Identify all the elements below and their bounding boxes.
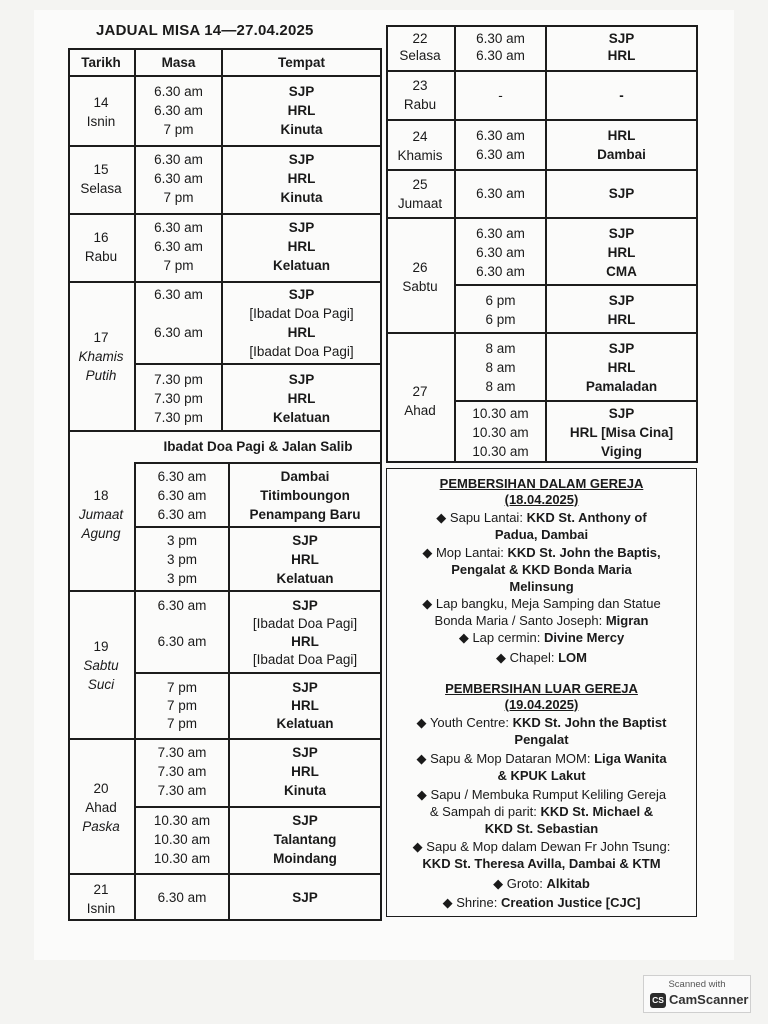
date-number: 22 — [412, 31, 428, 46]
cleaning-item: ◆ Chapel: LOM — [496, 650, 587, 665]
mass-time: 7 pm — [163, 258, 194, 273]
day-name: Isnin — [86, 901, 116, 916]
mass-place: Talantang — [273, 832, 337, 847]
header-tarikh: Tarikh — [81, 55, 121, 70]
day-name: Jumaat — [78, 507, 124, 522]
outside-cleaning-date: (19.04.2025) — [504, 697, 579, 712]
mass-time: - — [498, 88, 503, 103]
mass-time: 6.30 am — [157, 488, 207, 503]
cleaning-item: ◆ Sapu / Membuka Rumput Keliling Gereja & Sampah di parit: KKD St. Michael & KKD St. Sebastian — [416, 787, 667, 836]
mass-place: Kelatuan — [276, 716, 334, 731]
mass-note: [Ibadat Doa Pagi] — [252, 652, 358, 667]
day-name: Agung — [81, 526, 121, 541]
day-name: Selasa — [399, 48, 441, 63]
mass-time: 7.30 pm — [154, 410, 203, 425]
mass-place: HRL — [607, 360, 636, 375]
date-number: 23 — [412, 78, 428, 93]
date-number: 25 — [412, 177, 428, 192]
mass-place: HRL — [607, 312, 636, 327]
mass-place: CMA — [606, 264, 637, 279]
date-number: 20 — [93, 781, 109, 796]
mass-time: 10.30 am — [153, 832, 211, 847]
cleaning-item: ◆ Lap bangku, Meja Samping dan Statue Bonda Maria / Santo Joseph: Migran — [422, 596, 661, 628]
mass-place: SJP — [292, 813, 318, 828]
mass-place: SJP — [288, 84, 315, 99]
cleaning-item: ◆ Sapu & Mop Dataran MOM: Liga Wanita & KPUK Lakut — [416, 751, 667, 783]
mass-place: HRL — [607, 48, 636, 63]
mass-time: 6.30 am — [476, 245, 525, 260]
mass-place: HRL [Misa Cina] — [569, 425, 674, 440]
mass-time: 6.30 am — [157, 507, 207, 522]
mass-time: 6.30 am — [154, 325, 203, 340]
mass-time: 6.30 am — [476, 186, 525, 201]
page-title: JADUAL MISA 14—27.04.2025 — [96, 22, 314, 39]
mass-time: 6.30 am — [157, 598, 207, 613]
mass-time: 10.30 am — [472, 406, 529, 421]
mass-place: Kelatuan — [276, 571, 334, 586]
mass-place: Kinuta — [284, 783, 326, 798]
mass-time: 7 pm — [166, 698, 197, 713]
bullet-icon: ◆ — [458, 630, 469, 645]
bullet-icon: ◆ — [493, 876, 504, 891]
bullet-icon: ◆ — [416, 751, 427, 766]
date-number: 19 — [93, 639, 109, 654]
mass-time: 6 pm — [485, 312, 516, 327]
inside-cleaning-date: (18.04.2025) — [504, 492, 579, 507]
mass-place: HRL — [291, 698, 319, 713]
cleaning-item: ◆ Shrine: Creation Justice [CJC] — [442, 895, 641, 910]
mass-place: HRL — [607, 128, 636, 143]
mass-place: Dambai — [597, 147, 646, 162]
cleaning-item: ◆ Mop Lantai: KKD St. John the Baptis, Pengalat & KKD Bonda Maria Melinsung — [422, 545, 661, 594]
mass-place: SJP — [288, 287, 315, 302]
date-number: 18 — [93, 488, 109, 503]
mass-time: 6.30 am — [476, 128, 525, 143]
mass-place: SJP — [292, 745, 318, 760]
cleaning-item: ◆ Groto: Alkitab — [493, 876, 590, 891]
day-name: Putih — [85, 368, 117, 383]
mass-time: 10.30 am — [472, 444, 529, 459]
span-note: Ibadat Doa Pagi & Jalan Salib — [163, 439, 353, 454]
mass-time: 6.30 am — [476, 147, 525, 162]
mass-time: 7 pm — [163, 122, 194, 137]
mass-place: HRL — [607, 245, 636, 260]
mass-time: 3 pm — [166, 571, 197, 586]
mass-time: 6 pm — [485, 293, 516, 308]
inside-cleaning-heading: PEMBERSIHAN DALAM GEREJA — [439, 476, 644, 491]
mass-note: [Ibadat Doa Pagi] — [249, 344, 354, 359]
mass-time: 6.30 am — [154, 220, 203, 235]
mass-place: SJP — [608, 341, 635, 356]
mass-place: Pamaladan — [585, 379, 658, 394]
mass-time: 6.30 am — [154, 239, 203, 254]
mass-place: HRL — [287, 239, 316, 254]
day-name: Suci — [87, 677, 115, 692]
bullet-icon: ◆ — [412, 839, 423, 854]
mass-place: SJP — [288, 372, 315, 387]
outside-cleaning-heading: PEMBERSIHAN LUAR GEREJA — [445, 681, 638, 696]
mass-place: HRL — [287, 391, 316, 406]
mass-place: Kelatuan — [272, 258, 330, 273]
day-name: Isnin — [86, 114, 116, 129]
camscanner-logo-icon: CS — [650, 993, 666, 1008]
day-name: Sabtu — [402, 279, 438, 294]
bullet-icon: ◆ — [442, 895, 453, 910]
header-masa: Masa — [161, 55, 196, 70]
mass-time: 6.30 am — [476, 264, 525, 279]
mass-time: 7.30 pm — [154, 391, 203, 406]
mass-time: 7 pm — [163, 190, 194, 205]
mass-time: 6.30 am — [157, 890, 207, 905]
mass-time: 8 am — [485, 341, 516, 356]
mass-time: 10.30 am — [472, 425, 529, 440]
mass-place: SJP — [608, 226, 635, 241]
mass-time: 7 pm — [166, 680, 197, 695]
scanned-with-text: Scanned with — [668, 979, 726, 990]
mass-time: 8 am — [485, 360, 516, 375]
bullet-icon: ◆ — [422, 596, 433, 611]
mass-place: HRL — [291, 552, 319, 567]
mass-time: 6.30 am — [154, 84, 203, 99]
camscanner-brand: CamScanner — [669, 992, 749, 1007]
cleaning-item: ◆ Youth Centre: KKD St. John the Baptist Pengalat — [416, 715, 667, 747]
mass-place: SJP — [288, 152, 315, 167]
mass-time: 6.30 am — [157, 469, 207, 484]
mass-place: SJP — [292, 890, 318, 905]
mass-place: Moindang — [273, 851, 337, 866]
mass-time: 7 pm — [166, 716, 197, 731]
mass-time: 6.30 am — [476, 226, 525, 241]
day-name: Paska — [82, 819, 120, 834]
day-name: Khamis — [397, 148, 443, 163]
bullet-icon: ◆ — [496, 650, 507, 665]
mass-time: 3 pm — [166, 533, 197, 548]
date-number: 17 — [93, 330, 109, 345]
mass-note: [Ibadat Doa Pagi] — [252, 616, 358, 631]
mass-place: Penampang Baru — [249, 507, 361, 522]
mass-place: SJP — [608, 406, 635, 421]
camscanner-watermark — [643, 975, 751, 1013]
bullet-icon: ◆ — [416, 715, 427, 730]
mass-place: SJP — [608, 293, 635, 308]
mass-place: HRL — [291, 764, 319, 779]
mass-place: SJP — [292, 680, 318, 695]
mass-time: 6.30 am — [154, 171, 203, 186]
bullet-icon: ◆ — [436, 510, 447, 525]
mass-time: 6.30 am — [157, 634, 207, 649]
mass-place: Kinuta — [280, 190, 323, 205]
mass-time: 7.30 am — [157, 745, 207, 760]
date-number: 21 — [93, 882, 109, 897]
mass-place: HRL — [287, 325, 316, 340]
mass-time: 7.30 am — [157, 764, 207, 779]
mass-time: 6.30 am — [154, 287, 203, 302]
day-name: Selasa — [80, 181, 122, 196]
mass-time: 7.30 am — [157, 783, 207, 798]
mass-place: - — [619, 88, 624, 103]
mass-time: 6.30 am — [154, 152, 203, 167]
mass-place: HRL — [287, 171, 316, 186]
date-number: 15 — [93, 162, 109, 177]
date-number: 26 — [412, 260, 428, 275]
day-name: Ahad — [85, 800, 117, 815]
date-number: 27 — [412, 384, 428, 399]
day-name: Sabtu — [83, 658, 119, 673]
mass-time: 6.30 am — [476, 48, 525, 63]
mass-place: Titimboungon — [260, 488, 350, 503]
mass-place: SJP — [292, 533, 318, 548]
mass-time: 3 pm — [166, 552, 197, 567]
mass-time: 10.30 am — [153, 813, 211, 828]
mass-place: SJP — [608, 31, 635, 46]
mass-place: Dambai — [280, 469, 330, 484]
mass-note: [Ibadat Doa Pagi] — [249, 306, 354, 321]
mass-place: SJP — [288, 220, 315, 235]
cleaning-item: ◆ Lap cermin: Divine Mercy — [458, 630, 625, 645]
mass-time: 8 am — [485, 379, 516, 394]
mass-place: Kelatuan — [272, 410, 330, 425]
date-number: 14 — [93, 95, 109, 110]
mass-place: HRL — [287, 103, 316, 118]
cleaning-item: ◆ Sapu Lantai: KKD St. Anthony of Padua, Dambai — [436, 510, 647, 542]
day-name: Khamis — [78, 349, 124, 364]
date-number: 16 — [93, 230, 109, 245]
day-name: Ahad — [404, 403, 436, 418]
mass-place: Viging — [600, 444, 642, 459]
mass-place: Kinuta — [280, 122, 323, 137]
mass-place: HRL — [291, 634, 319, 649]
mass-place: SJP — [608, 186, 635, 201]
mass-time: 6.30 am — [476, 31, 525, 46]
bullet-icon: ◆ — [422, 545, 433, 560]
day-name: Rabu — [403, 97, 437, 112]
bullet-icon: ◆ — [416, 787, 427, 802]
mass-time: 6.30 am — [154, 103, 203, 118]
mass-place: SJP — [292, 598, 318, 613]
day-name: Rabu — [84, 249, 118, 264]
date-number: 24 — [412, 129, 428, 144]
mass-time: 7.30 pm — [154, 372, 203, 387]
header-tempat: Tempat — [277, 55, 325, 70]
mass-time: 10.30 am — [153, 851, 211, 866]
day-name: Jumaat — [397, 196, 443, 211]
cleaning-item: ◆ Sapu & Mop dalam Dewan Fr John Tsung: KKD St. Theresa Avilla, Dambai & KTM — [412, 839, 671, 871]
